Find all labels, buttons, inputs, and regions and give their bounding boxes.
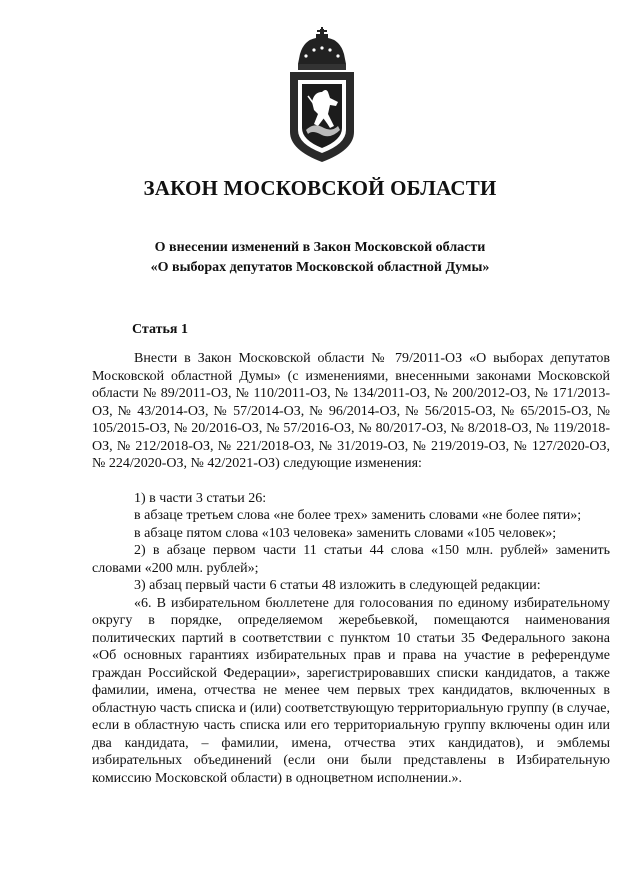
amendment-subitem-1b: в абзаце пятом слова «103 человека» заменить словами «105 человек»; xyxy=(134,525,557,541)
amendment-subitem-1a: в абзаце третьем слова «не более трех» заменить словами «не более пяти»; xyxy=(134,508,582,523)
subtitle-line-1: О внесении изменений в Закон Московской области xyxy=(154,240,486,255)
amendment-item-1: 1) в части 3 статьи 26: xyxy=(134,490,267,506)
amendment-item-2: 2) в абзаце первом части 11 статьи 44 слова «150 млн. рублей» заменить словами «200 млн. рублей»; xyxy=(92,543,610,576)
document-title: ЗАКОН МОСКОВСКОЙ ОБЛАСТИ xyxy=(143,176,497,200)
article-intro-paragraph: Внести в Закон Московской области № 79/2011-ОЗ «О выборах депутатов Московской областной Думы» (с изменениями, внесенными законами Московской области № 89/2011-ОЗ, № 110/2011-ОЗ, № 134/2011-ОЗ, № 200/2012-ОЗ, № 171/2013-ОЗ, № 43/2014-ОЗ, № 57/2014-ОЗ, № 96/2014-ОЗ, № 56/2015-ОЗ, № 65/2015-ОЗ, № 105/2015-ОЗ, № 20/2016-ОЗ, № 57/2016-ОЗ, № 80/2017-ОЗ, № 8/2018-ОЗ, № 119/2018-ОЗ, № 212/2018-ОЗ, № 221/2018-ОЗ, № 31/2019-ОЗ, № 219/2019-ОЗ, № 127/2020-ОЗ, № 224/2020-ОЗ, № 42/2021-ОЗ) следующие изменения: xyxy=(92,351,610,471)
subtitle-line-2: «О выборах депутатов Московской областной Думы» xyxy=(150,260,490,275)
article-body xyxy=(92,350,610,787)
moscow-oblast-coat-of-arms-icon xyxy=(284,26,360,164)
amendment-item-3: 3) абзац первый части 6 статьи 48 изложить в следующей редакции: xyxy=(134,578,541,593)
article-heading: Статья 1 xyxy=(132,322,188,337)
document-subtitle xyxy=(0,238,640,278)
amendment-new-text-quote: «6. В избирательном бюллетене для голосования по единому избирательному округу в порядке, определяемом жеребьевкой, помещаются наименования политических партий в соответствии с пунктом 10 статьи 35 Федерального закона «Об основных гарантиях избирательных прав и права на участие в референдуме граждан Российской Федерации», зарегистрировавших списки кандидатов, а также фамилии, имена, отчества не менее чем первых трех кандидатов, включенных в областную часть списка и (или) соответствующую территориальную группу (в случае, если в областную часть списка или его территориальную группу включены один или два кандидата, – фамилии, имена, отчества этих кандидатов), и эмблемы избирательных объединений (если они были представлены в Избирательную комиссию Московской области) в одноцветном исполнении.». xyxy=(92,595,610,786)
